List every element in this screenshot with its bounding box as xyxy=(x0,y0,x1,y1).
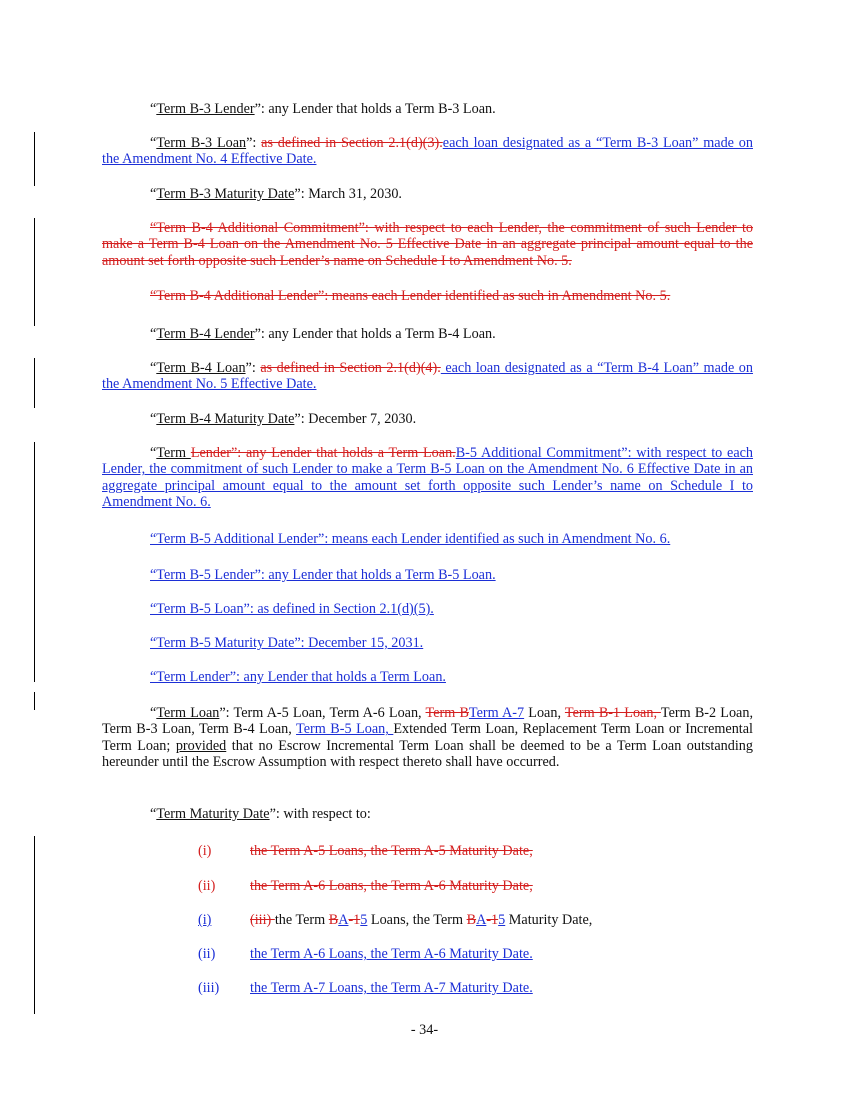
definition-term-b4-maturity-date: “Term B-4 Maturity Date”: December 7, 2030. xyxy=(150,411,417,427)
inserted-text: each loan designated as a “Term B-3 Loan” made on the Amendment No. 4 Effective Date. xyxy=(102,135,753,168)
definition-term-loan: “Term Loan”: Term A-5 Loan, Term A-6 Loan, Term BTerm A-7 Loan, Term B-1 Loan, Term B-2 Loan, Term B-3 Loan, Term B-4 Loan, Term B-5 Loan, Extended Term Loan, Replacement Term Loan or Incremental Term Loan; provided that no Escrow Incremental Term Loan shall be deemed to be a Term Loan outstanding hereunder until the Escrow Assumption with respect thereto shall have occurred. xyxy=(102,705,753,771)
deleted-text: as defined in Section 2.1(d)(3). xyxy=(261,135,443,151)
definition-term-b4-lender: “Term B-4 Lender”: any Lender that holds a Term B-4 Loan. xyxy=(150,326,496,342)
page-number: - 34- xyxy=(410,1022,439,1038)
deleted-list-item: (ii) the Term A-6 Loans, the Term A-6 Maturity Date, xyxy=(198,878,533,894)
inserted-text: each loan designated as a “Term B-4 Loan” made on the Amendment No. 5 Effective Date. xyxy=(102,360,753,393)
definition-term-b5-lender: “Term B-5 Lender”: any Lender that holds a Term B-5 Loan. xyxy=(150,567,496,583)
definition-term-b3-loan: “Term B-3 Loan”: as defined in Section 2.1(d)(3).each loan designated as a “Term B-3 Loan” made on the Amendment No. 4 Effective Date. xyxy=(102,135,753,168)
deleted-definition-b4-additional-commitment: “Term B-4 Additional Commitment”: with respect to each Lender, the commitment of such Lender to make a Term B-4 Loan on the Amendment No. 5 Effective Date in an aggregate principal amount equal to the amount set forth opposite such Lender’s name on Schedule I to Amendment No. 5. xyxy=(102,220,753,269)
change-bar xyxy=(34,358,35,408)
definition-term-b5-additional-lender: “Term B-5 Additional Lender”: means each Lender identified as such in Amendment No. 6. xyxy=(150,531,671,547)
definition-term-lender: “Term Lender”: any Lender that holds a Term Loan. xyxy=(150,669,446,685)
definition-term-b5-additional-commitment: “Term Lender”: any Lender that holds a Term Loan.B-5 Additional Commitment”: with respect to each Lender, the commitment of such Lender to make a Term B-5 Loan on the Amendment No. 6 Effective Date in an aggregate principal amount equal to the amount set forth opposite such Lender’s name on Schedule I to Amendment No. 6. xyxy=(102,445,754,511)
change-bar xyxy=(34,218,35,326)
list-item: (iii) the Term A-7 Loans, the Term A-7 Maturity Date. xyxy=(198,980,533,996)
definition-term-b3-maturity-date: “Term B-3 Maturity Date”: March 31, 2030. xyxy=(150,186,402,202)
definition-term-b3-lender: “Term B-3 Lender”: any Lender that holds a Term B-3 Loan. xyxy=(150,101,496,117)
deleted-text: as defined in Section 2.1(d)(4). xyxy=(260,360,441,376)
definition-term-b4-loan: “Term B-4 Loan”: as defined in Section 2.1(d)(4). each loan designated as a “Term B-4 Loan” made on the Amendment No. 5 Effective Date. xyxy=(102,360,753,393)
list-item: (ii) the Term A-6 Loans, the Term A-6 Maturity Date. xyxy=(198,946,533,962)
deleted-list-item: (i) the Term A-5 Loans, the Term A-5 Maturity Date, xyxy=(198,843,533,859)
change-bar xyxy=(34,692,35,710)
definition-term-b5-maturity-date: “Term B-5 Maturity Date”: December 15, 2031. xyxy=(150,635,424,651)
deleted-text: Lender”: any Lender that holds a Term Loan. xyxy=(190,445,456,461)
definition-term-b5-loan: “Term B-5 Loan”: as defined in Section 2.1(d)(5). xyxy=(150,601,434,617)
change-bar xyxy=(34,132,35,186)
change-bar xyxy=(34,442,35,682)
definition-term-maturity-date: “Term Maturity Date”: with respect to: xyxy=(150,806,371,822)
inserted-text: B-5 Additional Commitment”: with respect to each Lender, the commitment of such Lender to make a Term B-5 Loan on the Amendment No. 6 Effective Date in an aggregate principal amount equal to the amount set forth opposite such Lender’s name on Schedule I to Amendment No. 6. xyxy=(102,445,754,511)
list-item: (i) (iii) the Term BA-15 Loans, the Term BA-15 Maturity Date, xyxy=(198,912,593,928)
deleted-definition-b4-additional-lender: “Term B-4 Additional Lender”: means each Lender identified as such in Amendment No. 5. xyxy=(150,288,671,304)
change-bar xyxy=(34,836,35,1014)
